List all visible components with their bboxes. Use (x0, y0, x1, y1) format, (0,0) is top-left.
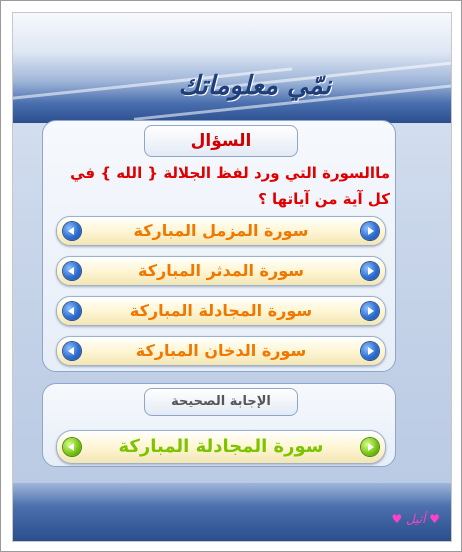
option-button-4[interactable] (56, 336, 386, 366)
arrow-right-icon (361, 222, 379, 240)
arrow-right-icon (361, 438, 379, 456)
option-button-2[interactable] (56, 256, 386, 286)
arrow-left-icon (63, 262, 81, 280)
arrow-left-icon (63, 438, 81, 456)
option-button-3[interactable] (56, 296, 386, 326)
arrow-left-icon (63, 302, 81, 320)
option-label: سورة الدخان المباركة (135, 341, 307, 360)
arrow-right-icon (361, 302, 379, 320)
answer-heading: الإجابة الصحيحة (144, 388, 298, 416)
correct-answer-label: سورة المجادلة المباركة (118, 436, 324, 457)
arrow-left-icon (63, 342, 81, 360)
signature: ♥ أثيل ♥ (391, 512, 440, 526)
arrow-right-icon (361, 262, 379, 280)
question-heading: السؤال (144, 125, 298, 157)
correct-answer-button[interactable] (56, 430, 386, 464)
question-text: ماالسورة التي ورد لفظ الجلالة { الله } في كل آية من آياتها ؟ (70, 164, 390, 208)
banner-title: نمّي معلوماتك (178, 71, 331, 101)
arrow-left-icon (63, 222, 81, 240)
option-label: سورة المدثر المباركة (138, 261, 304, 280)
question-panel (42, 120, 396, 372)
bottom-band (13, 483, 451, 541)
option-label: سورة المجادلة المباركة (129, 301, 313, 320)
arrow-right-icon (361, 342, 379, 360)
banner (13, 13, 451, 123)
option-button-1[interactable] (56, 216, 386, 246)
option-label: سورة المزمل المباركة (133, 221, 309, 240)
